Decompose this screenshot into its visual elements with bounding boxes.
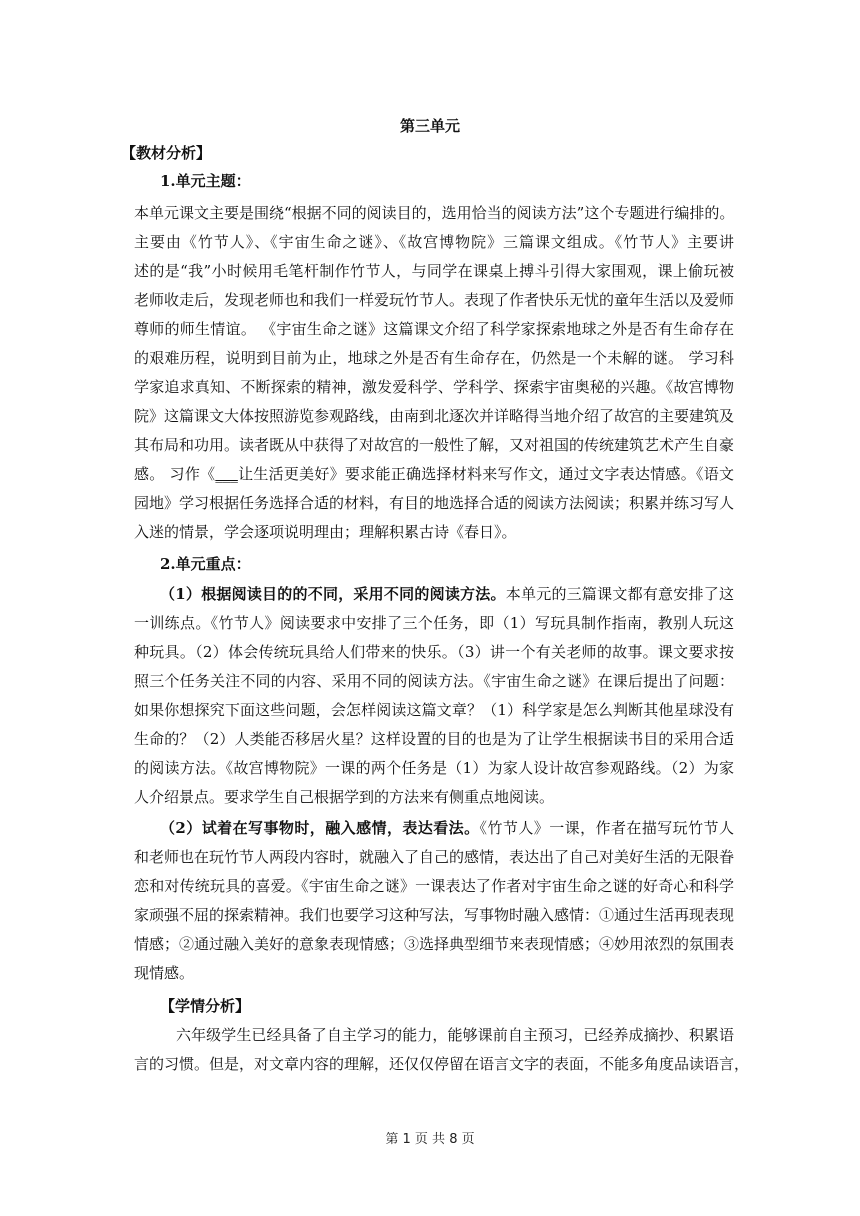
- text-line: 入迷的情景，学会逐项说明理由；理解积累古诗《春日》。: [134, 523, 517, 541]
- text-line: [160, 818, 734, 838]
- section-heading-textbook-analysis: 【教材分析】: [121, 144, 212, 162]
- text-line: 的艰难历程，说明到目前为止，地球之外是否有生命存在，仍然是一个未解的谜。 学习科: [134, 349, 734, 367]
- text-segment: 本单元的三篇课文都有意安排了这: [505, 585, 734, 603]
- text-line: 现情感。: [134, 964, 195, 982]
- text-line: 照三个任务关注不同的内容、采用不同的阅读方法。《宇宙生命之谜》在课后提出了问题：: [134, 672, 734, 690]
- text-line: [160, 584, 734, 604]
- text-line: [134, 464, 734, 484]
- text-line: 人介绍景点。要求学生自己根据学到的方法来有侧重点地阅读。: [134, 788, 555, 806]
- text-segment: 让生活更美好》要求能正确选择材料来写作文，通过文字表达情感。《语文: [237, 465, 734, 483]
- fill-blank: ___: [215, 465, 238, 483]
- text-line: 生命的？（2）人类能否移居火星？这样设置的目的也是为了让学生根据读书目的采用合适: [134, 730, 734, 748]
- text-line: 的阅读方法。《故宫博物院》一课的两个任务是（1）为家人设计故宫参观路线。（2）为家: [134, 759, 734, 777]
- text-line: 园地》学习根据任务选择合适的材料，有目的地选择合适的阅读方法阅读；积累并练习写人: [134, 494, 735, 512]
- text-line: 家顽强不屈的探索精神。我们也要学习这种写法，写事物时融入感情：①通过生活再现表现: [134, 906, 735, 924]
- text-line: 学家追求真知、不断探索的精神，激发爱科学、学科学、探索宇宙奥秘的兴趣。《故宫博物: [134, 378, 734, 396]
- text-line: 院》这篇课文大体按照游览参观路线，由南到北逐次并详略得当地介绍了故宫的主要建筑及: [134, 407, 735, 425]
- page-footer: 第 1 页 共 8 页: [385, 1132, 475, 1147]
- text-segment: 感。 习作《: [134, 465, 216, 483]
- text-line: 恋和对传统玩具的喜爱。《宇宙生命之谜》一课表达了作者对宇宙生命之谜的好奇心和科学: [134, 877, 734, 895]
- text-line: 如果你想探究下面这些问题，会怎样阅读这篇文章？（1）科学家是怎么判断其他星球没有: [134, 701, 734, 719]
- text-line: 言的习惯。但是，对文章内容的理解，还仅仅停留在语言文字的表面，不能多角度品读语言，: [134, 1055, 750, 1073]
- bold-point: （2）试着在写事物时，融入感情，表达看法。: [160, 819, 480, 837]
- text-line: 述的是“我”小时候用毛笔杆制作竹节人，与同学在课桌上搏斗引得大家围观，课上偷玩被: [134, 262, 734, 280]
- bold-point: （1）根据阅读目的的不同，采用不同的阅读方法。: [160, 585, 506, 603]
- text-line: 六年级学生已经具备了自主学习的能力，能够课前自主预习，已经养成摘抄、积累语: [176, 1026, 734, 1044]
- text-line: 种玩具。（2）体会传统玩具给人们带来的快乐。（3）讲一个有关老师的故事。课文要求按: [134, 643, 734, 661]
- text-line: 本单元课文主要是围绕“根据不同的阅读目的，选用恰当的阅读方法”这个专题进行编排的。: [134, 204, 735, 222]
- text-line: 情感；②通过融入美好的意象表现情感；③选择典型细节来表现情感；④妙用浓烈的氛围表: [134, 935, 735, 953]
- text-line: 主要由《竹节人》、《宇宙生命之谜》、《故宫博物院》三篇课文组成。《竹节人》主要讲: [134, 233, 734, 251]
- subheading-unit-focus: 2.单元重点：: [160, 555, 251, 573]
- text-line: 一训练点。《竹节人》阅读要求中安排了三个任务，即（1）写玩具制作指南，教别人玩这: [134, 614, 734, 632]
- text-line: 老师收走后，发现老师也和我们一样爱玩竹节人。表现了作者快乐无忧的童年生活以及爱师: [134, 291, 735, 309]
- text-segment: 《竹节人》一课，作者在描写玩竹节人: [479, 819, 734, 837]
- text-line: 其布局和功用。读者既从中获得了对故宫的一般性了解，又对祖国的传统建筑艺术产生自豪: [134, 436, 735, 454]
- subheading-unit-theme: 1.单元主题：: [160, 172, 251, 190]
- text-line: 和老师也在玩竹节人两段内容时，就融入了自己的感情，表达出了自己对美好生活的无限眷: [134, 848, 735, 866]
- section-heading-student-analysis: 【学情分析】: [160, 997, 251, 1015]
- text-line: 尊师的师生情谊。 《宇宙生命之谜》这篇课文介绍了科学家探索地球之外是否有生命存在: [134, 320, 734, 338]
- page-title: 第三单元: [399, 117, 460, 135]
